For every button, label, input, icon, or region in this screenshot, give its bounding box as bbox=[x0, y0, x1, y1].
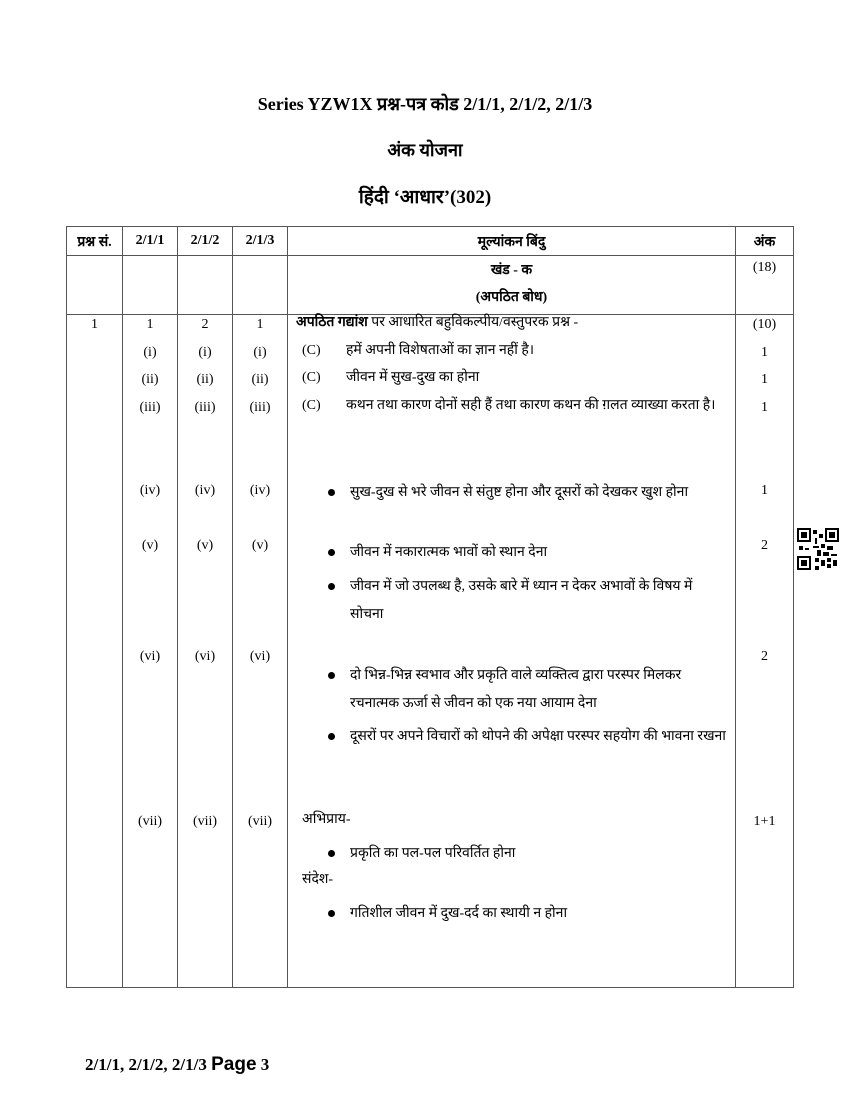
col-evaluation-points: मूल्यांकन बिंदु bbox=[288, 227, 736, 256]
set-2-sub-vi: (vi) bbox=[194, 649, 216, 664]
set-1-sub-iii: (iii) bbox=[139, 400, 161, 415]
answer-text-iii: कथन तथा कारण दोनों सही हैं तथा कारण कथन की ग़लत व्याख्या करता है। bbox=[346, 398, 716, 413]
set-2-sub-vii: (vii) bbox=[192, 814, 218, 829]
set-1-qno: 1 bbox=[146, 317, 154, 332]
bullet-text: जीवन में जो उपलब्ध है, उसके बारे में ध्यान न देकर अभावों के विषय में सोचना bbox=[350, 579, 693, 622]
set-3-sub-ii: (ii) bbox=[251, 372, 269, 387]
set-1-sub-i: (i) bbox=[143, 345, 157, 360]
marks-i: 1 bbox=[761, 345, 768, 360]
page-footer bbox=[85, 1054, 269, 1076]
section-marks: (18) bbox=[752, 260, 777, 275]
marks-ii: 1 bbox=[761, 372, 768, 387]
section-subtitle: (अपठित बोध) bbox=[475, 290, 548, 305]
col-marks: अंक bbox=[736, 227, 794, 256]
marks-iii: 1 bbox=[761, 400, 768, 415]
subject-heading: हिंदी ‘आधार’(302) bbox=[358, 187, 492, 208]
set-2-sub-v: (v) bbox=[196, 538, 214, 553]
answer-text-ii: जीवन में सुख-दुख का होना bbox=[346, 370, 480, 385]
set-2-sub-iii: (iii) bbox=[194, 400, 216, 415]
footer-codes: 2/1/1, 2/1/2, 2/1/3 bbox=[85, 1055, 212, 1074]
section-row bbox=[67, 256, 794, 315]
bullet-dot bbox=[328, 489, 335, 496]
marking-scheme-table bbox=[66, 226, 794, 988]
question-number: 1 bbox=[91, 317, 98, 332]
marks-vii: 1+1 bbox=[753, 814, 776, 829]
bullet-text: प्रकृति का पल-पल परिवर्तित होना bbox=[350, 846, 516, 861]
bullet-dot bbox=[328, 583, 335, 590]
section-title: खंड - क bbox=[490, 263, 533, 278]
set-2-sub-ii: (ii) bbox=[196, 372, 214, 387]
col-question-no: प्रश्न सं. bbox=[67, 227, 123, 256]
intro-rest: पर आधारित बहुविकल्पीय/वस्तुपरक प्रश्न - bbox=[367, 315, 579, 330]
answer-option-i: (C) bbox=[302, 343, 321, 358]
marking-scheme-heading: अंक योजना bbox=[387, 140, 463, 160]
marks-v: 2 bbox=[761, 538, 768, 553]
answer-text-i: हमें अपनी विशेषताओं का ज्ञान नहीं है। bbox=[346, 343, 535, 358]
footer-page-number: 3 bbox=[256, 1055, 270, 1074]
label-intent: अभिप्राय- bbox=[302, 812, 351, 827]
set-1-sub-iv: (iv) bbox=[139, 483, 161, 498]
set-3-sub-iv: (iv) bbox=[249, 483, 271, 498]
question-intro bbox=[296, 309, 578, 337]
bullet-dot bbox=[328, 549, 335, 556]
table-header-row bbox=[67, 227, 794, 256]
set-2-qno: 2 bbox=[201, 317, 209, 332]
bullet-text: दो भिन्न-भिन्न स्वभाव और प्रकृति वाले व्यक्तित्व द्वारा परस्पर मिलकर रचनात्मक ऊर्जा से जीवन को एक नया आयाम देना bbox=[350, 668, 682, 711]
intro-bold: अपठित गद्यांश bbox=[296, 315, 368, 330]
set-1-sub-vi: (vi) bbox=[139, 649, 161, 664]
set-3-sub-i: (i) bbox=[253, 345, 267, 360]
col-set-2: 2/1/2 bbox=[178, 227, 233, 256]
bullet-dot bbox=[328, 672, 335, 679]
bullet-dot bbox=[328, 850, 335, 857]
qr-code-icon bbox=[797, 528, 839, 570]
set-1-sub-ii: (ii) bbox=[141, 372, 159, 387]
set-3-sub-v: (v) bbox=[251, 538, 269, 553]
marks-vi: 2 bbox=[761, 649, 768, 664]
set-3-qno: 1 bbox=[256, 317, 264, 332]
bullet-text: सुख-दुख से भरे जीवन से संतुष्ट होना और दूसरों को देखकर खुश होना bbox=[350, 485, 689, 500]
label-message: संदेश- bbox=[302, 872, 334, 887]
set-1-sub-v: (v) bbox=[141, 538, 159, 553]
set-3-sub-vii: (vii) bbox=[247, 814, 273, 829]
bullet-dot bbox=[328, 910, 335, 917]
question-row bbox=[67, 315, 794, 988]
set-3-sub-iii: (iii) bbox=[249, 400, 271, 415]
set-3-sub-vi: (vi) bbox=[249, 649, 271, 664]
bullet-text: जीवन में नकारात्मक भावों को स्थान देना bbox=[350, 545, 548, 560]
bullet-text: दूसरों पर अपने विचारों को थोपने की अपेक्षा परस्पर सहयोग की भावना रखना bbox=[350, 729, 726, 744]
set-1-sub-vii: (vii) bbox=[137, 814, 163, 829]
answer-option-ii: (C) bbox=[302, 370, 321, 385]
footer-page-label: Page bbox=[211, 1054, 257, 1075]
set-2-sub-i: (i) bbox=[198, 345, 212, 360]
bullet-text: गतिशील जीवन में दुख-दर्द का स्थायी न होना bbox=[350, 906, 568, 921]
marks-iv: 1 bbox=[761, 483, 768, 498]
set-2-sub-iv: (iv) bbox=[194, 483, 216, 498]
answer-option-iii: (C) bbox=[302, 398, 321, 413]
paper-code-heading: Series YZW1X प्रश्न-पत्र कोड 2/1/1, 2/1/2, 2/1/3 bbox=[257, 94, 593, 114]
bullet-dot bbox=[328, 733, 335, 740]
question-marks: (10) bbox=[752, 317, 777, 332]
col-set-3: 2/1/3 bbox=[233, 227, 288, 256]
col-set-1: 2/1/1 bbox=[123, 227, 178, 256]
